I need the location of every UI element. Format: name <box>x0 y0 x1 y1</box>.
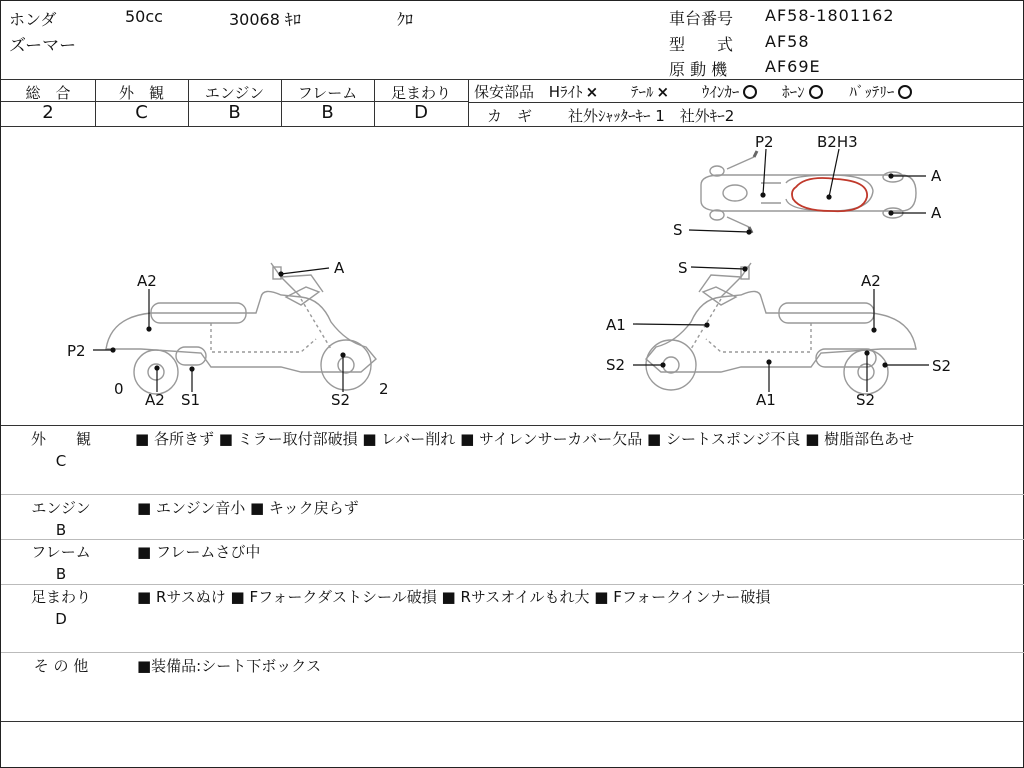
divider <box>1 721 1024 722</box>
row-other-label: そ の 他 <box>33 657 89 675</box>
safety-parts-label: 保安部品 <box>474 83 535 101</box>
label-p2-top: P2 <box>755 133 774 151</box>
circle-mark-icon <box>743 85 757 99</box>
label-a1-right: A1 <box>606 316 626 334</box>
label-2-left: 2 <box>379 380 389 398</box>
displacement: 50cc <box>125 7 163 26</box>
color: ｸﾛ <box>397 10 414 29</box>
label-s-top: S <box>673 221 683 239</box>
label-a-left: A <box>334 259 345 277</box>
circle-mark-icon <box>809 85 823 99</box>
type-value: AF58 <box>765 32 810 51</box>
model-name: ズーマー <box>9 36 77 56</box>
label-a2-left: A2 <box>137 272 157 290</box>
safety-item-tail: ﾃｰﾙ × <box>630 83 670 101</box>
type-label: 型 式 <box>669 35 734 54</box>
row-engine-label: エンジン B <box>31 499 91 539</box>
engine-value: AF69E <box>765 57 821 76</box>
label-a2-right: A2 <box>861 272 881 290</box>
grade-suspension-label: 足まわり <box>390 84 451 102</box>
label-a1-right-bottom: A1 <box>756 391 776 409</box>
label-s2-right-end: S2 <box>932 357 952 375</box>
divider <box>468 79 469 126</box>
safety-item-battery: ﾊﾞｯﾃﾘｰ <box>849 83 912 101</box>
key-label: カ ギ <box>487 107 533 125</box>
grade-frame-value: B <box>321 102 334 123</box>
label-s2-left: S2 <box>331 391 351 409</box>
safety-item-winker: ｳｲﾝｶｰ <box>702 83 758 101</box>
x-mark-icon: × <box>585 83 599 101</box>
row-frame-label: フレーム B <box>31 543 91 583</box>
maker: ホンダ <box>9 10 57 29</box>
safety-parts-row <box>474 81 912 102</box>
divider <box>1 584 1024 585</box>
grade-overall-label: 総 合 <box>25 84 71 102</box>
grade-overall-value: 2 <box>42 102 54 123</box>
mileage: 30068 ｷﾛ <box>229 10 301 29</box>
divider <box>1 494 1024 495</box>
damage-diagram <box>1 127 1024 425</box>
grade-engine-value: B <box>228 102 241 123</box>
label-s2-right-left: S2 <box>606 356 626 374</box>
safety-item-horn: ﾎｰﾝ <box>782 83 823 101</box>
divider <box>1 652 1024 653</box>
grade-exterior-value: C <box>135 102 148 123</box>
row-suspension-label: 足まわり D <box>30 588 91 628</box>
grade-exterior-label: 外 観 <box>118 84 164 102</box>
row-exterior-text: ■ 各所きず ■ ミラー取付部破損 ■ レバー削れ ■ サイレンサーカバー欠品 ■ シートスポンジ不良 ■ 樹脂部色あせ <box>135 430 915 448</box>
label-a-top1: A <box>931 167 942 185</box>
divider <box>468 102 1024 103</box>
frame-no: AF58-1801162 <box>765 6 895 25</box>
row-engine-text: ■ エンジン音小 ■ キック戻らず <box>137 499 359 517</box>
grade-frame-label: フレーム <box>297 84 358 102</box>
row-exterior-label: 外 観 C <box>30 430 91 470</box>
label-a-top2: A <box>931 204 942 222</box>
label-s-right: S <box>678 259 688 277</box>
x-mark-icon: × <box>656 83 670 101</box>
circle-mark-icon <box>898 85 912 99</box>
row-suspension-text: ■ Rサスぬけ ■ Fフォークダストシール破損 ■ Rサスオイルもれ大 ■ Fフォークインナー破損 <box>137 588 771 606</box>
scooter-top-view <box>701 151 916 233</box>
divider <box>1 425 1024 426</box>
frame-no-label: 車台番号 <box>669 9 734 28</box>
label-s1-left: S1 <box>181 391 201 409</box>
label-p2-left: P2 <box>67 342 86 360</box>
grade-engine-label: エンジン <box>204 84 265 102</box>
divider <box>1 539 1024 540</box>
key-text: 社外ｼｬｯﾀｰｷｰ 1 社外ｷｰ2 <box>568 107 735 125</box>
engine-label: 原 動 機 <box>669 60 728 79</box>
grade-suspension-value: D <box>414 102 428 123</box>
label-a2-left-bottom: A2 <box>145 391 165 409</box>
divider <box>1 79 1024 80</box>
row-other-text: ■装備品:シート下ボックス <box>137 657 322 675</box>
safety-item-headlight: Hﾗｲﾄ × <box>548 83 599 101</box>
label-0-left: 0 <box>114 380 124 398</box>
row-frame-text: ■ フレームさび中 <box>137 543 261 561</box>
label-s2-right-bottom: S2 <box>856 391 876 409</box>
label-b2h3: B2H3 <box>817 133 858 151</box>
